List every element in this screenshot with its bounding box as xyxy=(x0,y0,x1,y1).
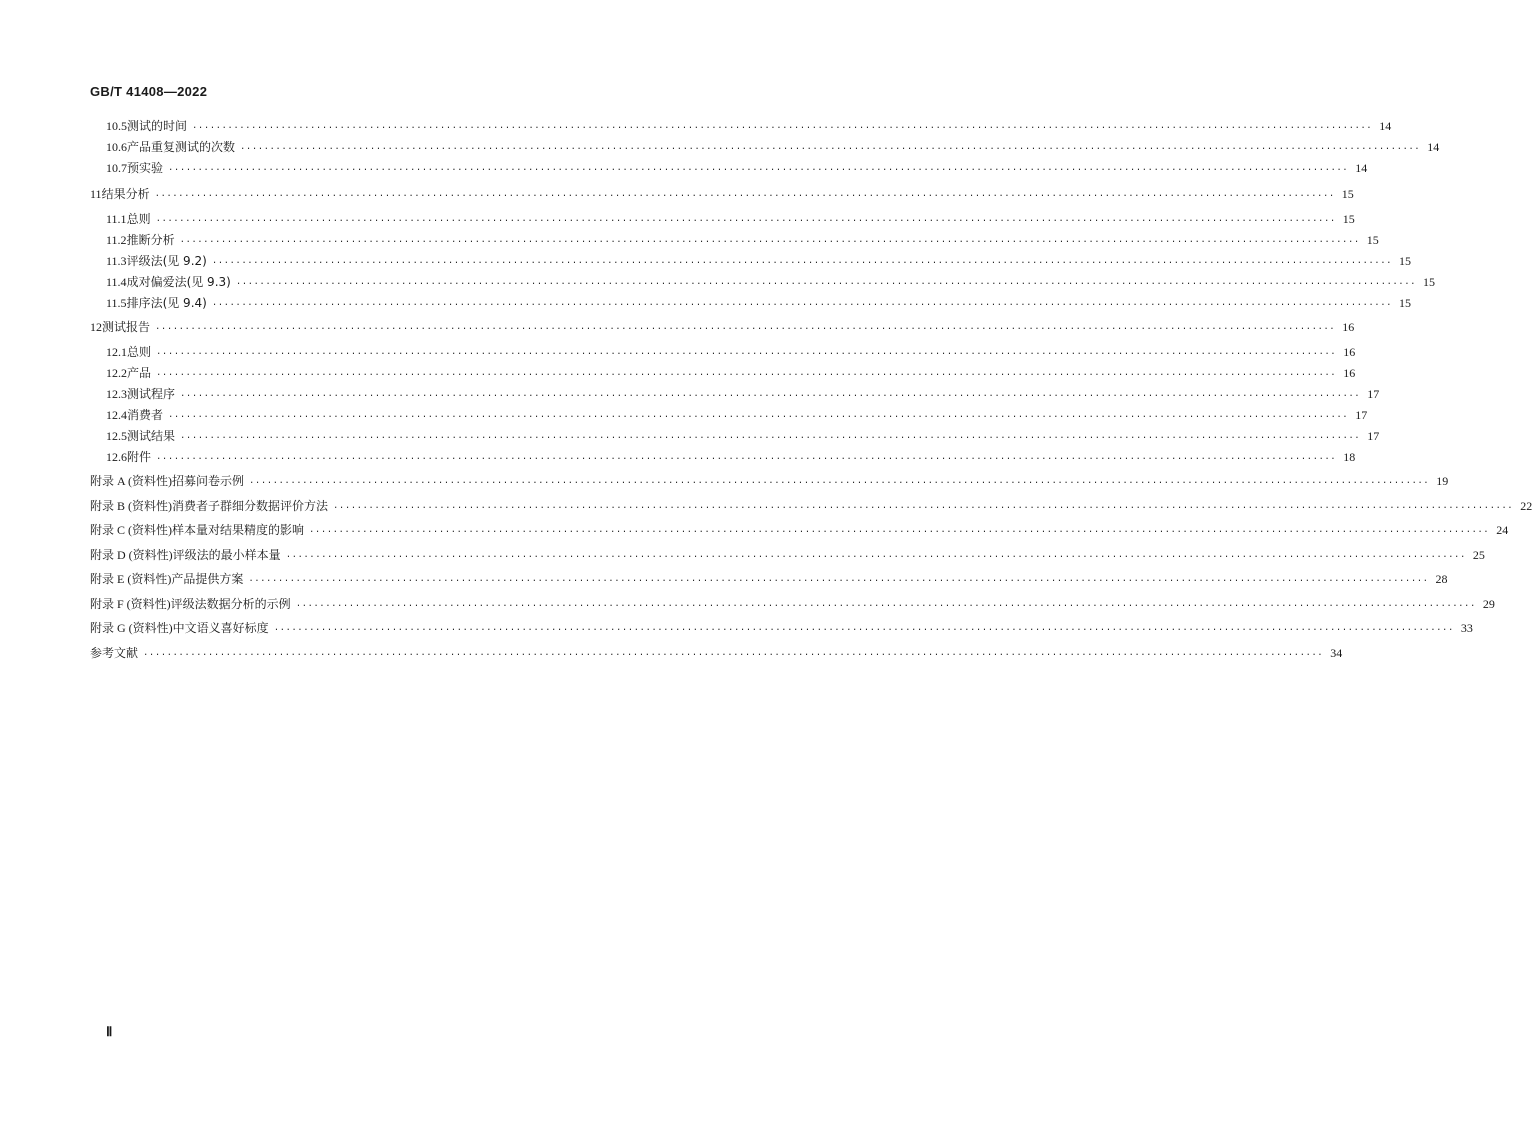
toc-entry-10-5[interactable] xyxy=(90,118,1392,136)
dot-leader: ········································································································································································································ xyxy=(211,258,1393,268)
toc-number: 12.2 xyxy=(106,366,127,380)
dot-leader: ········································································································································································································ xyxy=(179,237,1360,247)
toc-number: 12 xyxy=(90,320,102,334)
toc-page: 15 xyxy=(1366,233,1379,247)
dot-leader: ········································································································································································································ xyxy=(295,601,1476,611)
toc-title: 评级法数据分析的示例 xyxy=(170,597,291,611)
toc-number: 11 xyxy=(90,187,102,201)
toc-entry-10-6[interactable] xyxy=(90,139,1440,157)
dot-leader: ········································································································································································································ xyxy=(235,279,1417,289)
toc-title: 测试结果 xyxy=(127,429,176,443)
dot-leader: ········································································································································································································ xyxy=(211,300,1393,310)
toc-title: 测试程序 xyxy=(127,387,176,401)
toc-entry-11[interactable] xyxy=(90,186,1354,204)
toc-number: 10.5 xyxy=(106,119,127,133)
dot-leader: ········································································································································································································ xyxy=(155,324,1336,334)
toc-page: 34 xyxy=(1330,646,1343,660)
dot-leader: ········································································································································································································ xyxy=(154,191,1335,201)
dot-leader: ········································································································································································································ xyxy=(309,527,1490,537)
dot-leader: ········································································································································································································ xyxy=(155,216,1336,226)
toc-entry-appendix-g[interactable] xyxy=(90,620,1473,638)
toc-number: 12.1 xyxy=(106,345,127,359)
toc-page: 14 xyxy=(1379,119,1392,133)
toc-page: 16 xyxy=(1343,366,1356,380)
dot-leader: ········································································································································································································ xyxy=(333,503,1514,513)
toc-page: 29 xyxy=(1482,597,1495,611)
toc-entry-11-3[interactable] xyxy=(90,253,1412,271)
toc-page: 22 xyxy=(1520,499,1532,513)
toc-title: 成对偏爱法(见 9.3) xyxy=(126,275,231,289)
toc-entry-12[interactable] xyxy=(90,319,1355,337)
toc-number: 11.3 xyxy=(106,254,127,268)
toc-page: 25 xyxy=(1472,548,1485,562)
dot-leader: ········································································································································································································ xyxy=(180,391,1361,401)
toc-page: 16 xyxy=(1343,345,1356,359)
toc-number: 11.1 xyxy=(106,212,127,226)
toc-page: 18 xyxy=(1343,450,1356,464)
toc-title: 排序法(见 9.4) xyxy=(126,296,207,310)
dot-leader: ········································································································································································································ xyxy=(192,123,1373,133)
toc-title: 消费者 xyxy=(127,408,164,422)
dot-leader: ········································································································································································································ xyxy=(273,625,1454,635)
toc-title: 结果分析 xyxy=(101,187,150,201)
toc-entry-appendix-e[interactable] xyxy=(90,571,1448,589)
toc-entry-appendix-f[interactable] xyxy=(90,596,1495,614)
toc-entry-11-1[interactable] xyxy=(90,211,1355,229)
toc-entry-references[interactable] xyxy=(90,645,1343,663)
toc-entry-12-4[interactable] xyxy=(90,407,1368,425)
appendix-label: 附录 C (资料性) xyxy=(90,523,172,537)
toc-title: 总则 xyxy=(127,345,152,359)
dot-leader: ········································································································································································································ xyxy=(248,576,1429,586)
toc-page: 16 xyxy=(1342,320,1355,334)
toc-page: 28 xyxy=(1435,572,1448,586)
toc-number: 12.5 xyxy=(106,429,127,443)
toc-title: 产品 xyxy=(127,366,152,380)
toc-entry-11-4[interactable] xyxy=(90,274,1436,292)
toc-number: 11.4 xyxy=(106,275,127,289)
toc-page: 17 xyxy=(1367,429,1380,443)
toc-entry-11-2[interactable] xyxy=(90,232,1379,250)
toc-title: 招募问卷示例 xyxy=(172,474,245,488)
toc-entry-12-6[interactable] xyxy=(90,449,1356,467)
toc-page: 15 xyxy=(1341,187,1354,201)
toc-entry-appendix-d[interactable] xyxy=(90,547,1485,565)
toc-number: 11.5 xyxy=(106,296,127,310)
dot-leader: ········································································································································································································ xyxy=(249,478,1430,488)
toc-title: 参考文献 xyxy=(90,646,139,660)
toc-entry-11-5[interactable] xyxy=(90,295,1412,313)
dot-leader: ········································································································································································································ xyxy=(168,165,1349,175)
toc-page: 17 xyxy=(1355,408,1368,422)
toc-number: 12.6 xyxy=(106,450,127,464)
toc-number: 12.4 xyxy=(106,408,127,422)
toc-page: 24 xyxy=(1496,523,1509,537)
appendix-label: 附录 D (资料性) xyxy=(90,548,173,562)
dot-leader: ········································································································································································································ xyxy=(156,349,1337,359)
toc-entry-12-2[interactable] xyxy=(90,365,1356,383)
toc-title: 样本量对结果精度的影响 xyxy=(172,523,305,537)
dot-leader: ········································································································································································································ xyxy=(285,552,1466,562)
dot-leader: ········································································································································································································ xyxy=(143,650,1324,660)
standard-code: GB/T 41408—2022 xyxy=(90,84,208,99)
dot-leader: ········································································································································································································ xyxy=(180,433,1361,443)
page-number: Ⅱ xyxy=(106,1024,113,1039)
dot-leader: ········································································································································································································ xyxy=(156,454,1337,464)
toc-entry-12-1[interactable] xyxy=(90,344,1356,362)
toc-page: 17 xyxy=(1367,387,1380,401)
toc-page: 14 xyxy=(1427,140,1440,154)
toc-page: 33 xyxy=(1460,621,1473,635)
toc-page: 19 xyxy=(1436,474,1449,488)
toc-page: 15 xyxy=(1399,296,1412,310)
appendix-label: 附录 E (资料性) xyxy=(90,572,172,586)
toc-entry-10-7[interactable] xyxy=(90,160,1368,178)
toc-page: 15 xyxy=(1342,212,1355,226)
toc-entry-appendix-b[interactable] xyxy=(90,498,1532,516)
toc-number: 10.7 xyxy=(106,161,127,175)
toc-title: 附件 xyxy=(127,450,152,464)
toc-title: 评级法的最小样本量 xyxy=(172,548,281,562)
toc-title: 测试的时间 xyxy=(127,119,188,133)
dot-leader: ········································································································································································································ xyxy=(168,412,1349,422)
toc-title: 产品提供方案 xyxy=(171,572,244,586)
dot-leader: ········································································································································································································ xyxy=(156,370,1337,380)
toc-page: 15 xyxy=(1423,275,1436,289)
toc-entry-12-3[interactable] xyxy=(90,386,1380,404)
toc-title: 产品重复测试的次数 xyxy=(127,140,236,154)
appendix-label: 附录 G (资料性) xyxy=(90,621,173,635)
toc-title: 预实验 xyxy=(127,161,164,175)
toc-title: 总则 xyxy=(126,212,151,226)
toc-title: 中文语义喜好标度 xyxy=(172,621,269,635)
toc-title: 评级法(见 9.2) xyxy=(126,254,207,268)
toc-page: 15 xyxy=(1399,254,1412,268)
toc-title: 测试报告 xyxy=(102,320,151,334)
toc-number: 11.2 xyxy=(106,233,127,247)
toc-number: 10.6 xyxy=(106,140,127,154)
toc-number: 12.3 xyxy=(106,387,127,401)
appendix-label: 附录 B (资料性) xyxy=(90,499,172,513)
dot-leader: ········································································································································································································ xyxy=(240,144,1421,154)
toc-entry-appendix-a[interactable] xyxy=(90,473,1449,491)
appendix-label: 附录 F (资料性) xyxy=(90,597,171,611)
toc-title: 推断分析 xyxy=(126,233,175,247)
toc-page: 14 xyxy=(1355,161,1368,175)
toc-entry-appendix-c[interactable] xyxy=(90,522,1509,540)
appendix-label: 附录 A (资料性) xyxy=(90,474,172,488)
toc-entry-12-5[interactable] xyxy=(90,428,1380,446)
toc-title: 消费者子群细分数据评价方法 xyxy=(172,499,329,513)
